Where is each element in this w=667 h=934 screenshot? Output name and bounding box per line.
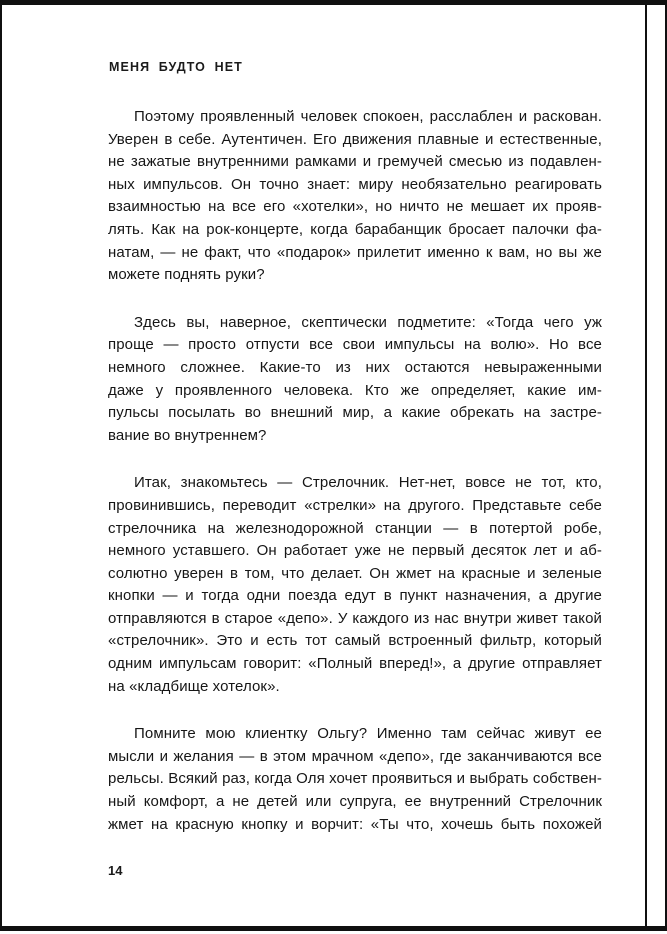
text-line: ный комфорт, а не детей или супруга, ее внутренний Стрелочник — [108, 793, 602, 811]
text-line: вание во внутреннем? — [108, 426, 267, 444]
text-line: натам, — не факт, что «подарок» прилетит именно к вам, но вы же — [108, 243, 602, 261]
text-line: «стрелочник». Это и есть тот самый встроенный фильтр, который — [108, 632, 602, 650]
text-line: провинившись, переводит «стрелки» на другого. Представьте себе — [108, 496, 602, 514]
text-line: не зажатые внутренними рамками и гремучей смесью из подавлен- — [108, 153, 602, 171]
text-line: немного уставшего. Он работает уже не первый десяток лет и аб- — [108, 542, 602, 560]
text-line: солютно уверен в том, что делает. Он жмет на красные и зеленые — [108, 564, 602, 582]
text-line: Помните мою клиентку Ольгу? Именно там сейчас живут ее — [134, 725, 602, 743]
text-line: взаимностью на все его «хотелки», но ничто не мешает их прояв- — [108, 198, 602, 216]
text-line: кнопки — и тогда одни поезда едут в пункт назначения, а другие — [108, 587, 602, 605]
text-line: рельсы. Всякий раз, когда Оля хочет проявиться и выбрать собствен- — [108, 770, 602, 788]
paragraph — [108, 106, 602, 287]
text-line: жмет на красную кнопку и ворчит: «Ты что, хочешь быть похожей — [108, 815, 602, 833]
page-number: 14 — [108, 863, 123, 878]
text-line: мысли и желания — в этом мрачном «депо», где заканчиваются все — [108, 747, 602, 765]
text-line: на «кладбище хотелок». — [108, 677, 280, 695]
running-header: МЕНЯ БУДТО НЕТ — [109, 60, 243, 74]
text-line: Итак, знакомьтесь — Стрелочник. Нет-нет, вовсе не тот, кто, — [134, 474, 602, 492]
text-line: даже у проявленного человека. Кто же определяет, какие им- — [108, 381, 602, 399]
paragraph — [108, 472, 602, 698]
text-line: Поэтому проявленный человек спокоен, расслаблен и раскован. — [134, 108, 602, 125]
page-edge-line — [645, 4, 647, 927]
text-line: ных импульсов. Он точно знает: миру необязательно реагировать — [108, 175, 602, 193]
text-line: проще — просто отпусти все свои импульсы на волю». Но все — [108, 336, 602, 354]
paragraph — [108, 312, 602, 448]
text-line: лять. Как на рок-концерте, когда барабанщик бросает палочки фа- — [108, 220, 602, 238]
text-line: Здесь вы, наверное, скептически подметите: «Тогда чего уж — [134, 313, 602, 331]
text-line: одним импульсам говорит: «Полный вперед!», а другие отправляет — [108, 655, 602, 673]
text-line: можете поднять руки? — [108, 266, 265, 284]
paragraph — [108, 723, 602, 836]
text-line: Уверен в себе. Аутентичен. Его движения плавные и естественные, — [108, 130, 602, 148]
body-text — [108, 106, 602, 861]
text-line: немного сложнее. Какие-то из них остаются невыраженными — [108, 358, 602, 376]
text-line: стрелочника на железнодорожной станции — в потертой робе, — [108, 519, 602, 537]
text-line: пульсы посылать во внешний мир, а какие обрекать на застре- — [108, 404, 602, 422]
text-line: отправляются в старое «депо». У каждого из нас внутри живет такой — [108, 609, 602, 627]
